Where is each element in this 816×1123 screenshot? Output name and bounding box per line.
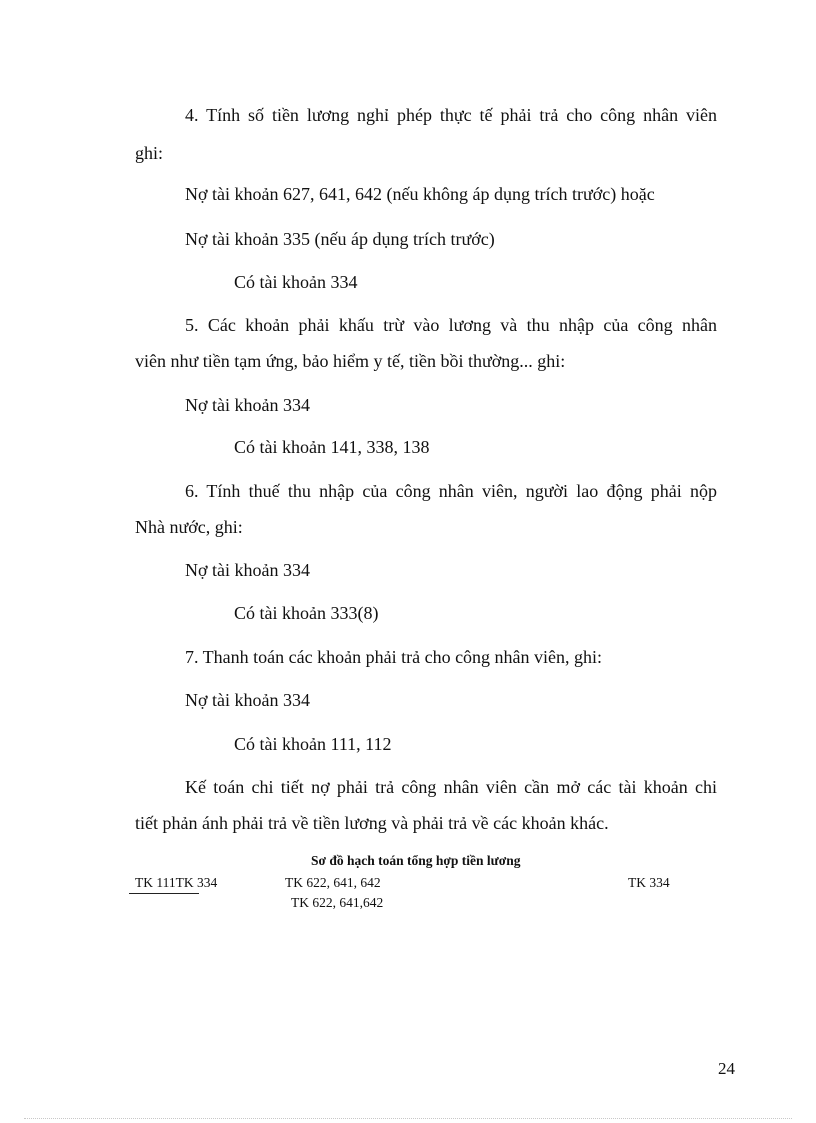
p8-line-2: tiết phản ánh phải trả về tiền lương và phải trả về các khoản khác. [135, 813, 609, 833]
p4-entry-credit: Có tài khoản 334 [234, 272, 358, 292]
diagram-account-line [129, 893, 199, 894]
p5-entry-debit: Nợ tài khoản 334 [185, 395, 310, 415]
p4-line-1: 4. Tính số tiền lương nghỉ phép thực tế phải trả cho công nhân viên [185, 105, 717, 125]
p5-line-2: viên như tiền tạm ứng, bảo hiểm y tế, tiền bồi thường... ghi: [135, 351, 566, 371]
p7-line-1: 7. Thanh toán các khoản phải trả cho công nhân viên, ghi: [185, 647, 603, 667]
p4-line-2: ghi: [135, 143, 164, 163]
page-number: 24 [718, 1059, 735, 1078]
p4-entry-debit-2: Nợ tài khoản 335 (nếu áp dụng trích trước) [185, 229, 495, 249]
diagram-label-tk111-tk334: TK 111TK 334 [135, 875, 218, 890]
diagram-title: Sơ đồ hạch toán tổng hợp tiền lương [311, 853, 521, 868]
p7-entry-debit: Nợ tài khoản 334 [185, 690, 310, 710]
p4-entry-debit-1: Nợ tài khoản 627, 641, 642 (nếu không áp dụng trích trước) hoặc [185, 184, 655, 204]
page-bottom-divider [24, 1118, 792, 1119]
p7-entry-credit: Có tài khoản 111, 112 [234, 734, 392, 754]
p5-entry-credit: Có tài khoản 141, 338, 138 [234, 437, 430, 457]
diagram-label-tk334-right: TK 334 [628, 875, 670, 890]
p6-line-1: 6. Tính thuế thu nhập của công nhân viên, người lao động phải nộp [185, 481, 717, 501]
p6-entry-debit: Nợ tài khoản 334 [185, 560, 310, 580]
p6-line-2: Nhà nước, ghi: [135, 517, 243, 537]
p8-line-1: Kế toán chi tiết nợ phải trả công nhân viên cần mở các tài khoản chi [185, 777, 717, 797]
diagram-label-tk622-a: TK 622, 641, 642 [285, 875, 381, 890]
p5-line-1: 5. Các khoản phải khấu trừ vào lương và thu nhập của công nhân [185, 315, 717, 335]
diagram-label-tk622-b: TK 622, 641,642 [291, 895, 384, 910]
p6-entry-credit: Có tài khoản 333(8) [234, 603, 379, 623]
